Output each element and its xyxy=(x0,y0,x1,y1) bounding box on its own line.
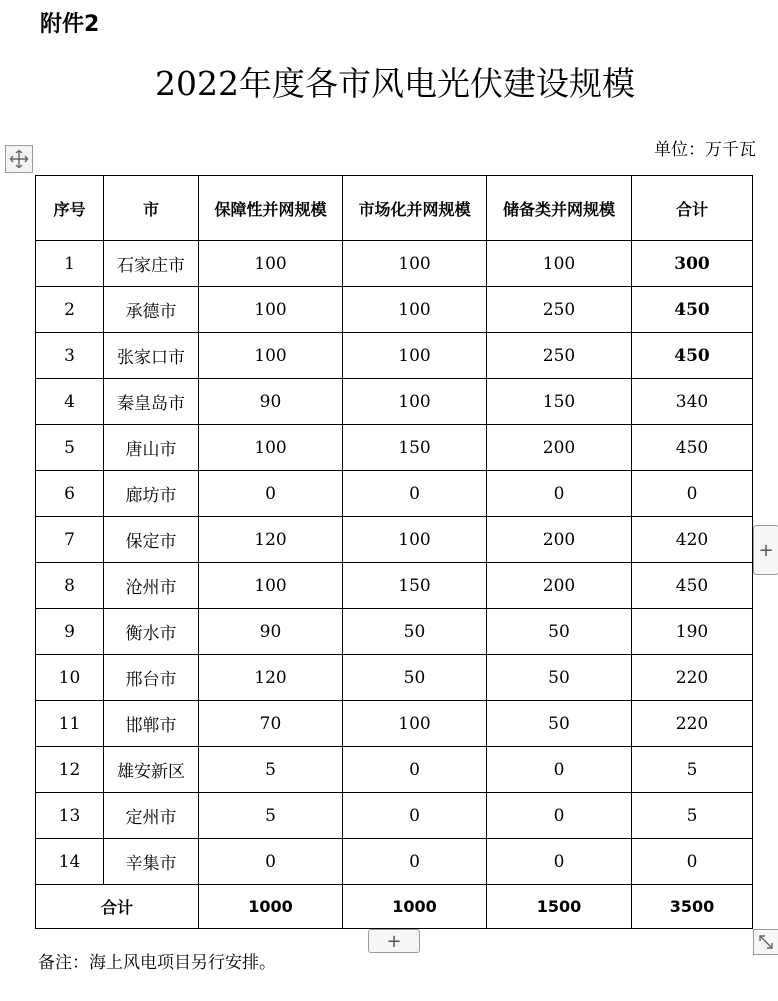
cell-city: 衡水市 xyxy=(104,609,199,655)
cell-reserve: 150 xyxy=(487,379,632,425)
cell-city: 沧州市 xyxy=(104,563,199,609)
cell-reserve: 250 xyxy=(487,333,632,379)
cell-reserve: 200 xyxy=(487,425,632,471)
document-title: 2022年度各市风电光伏建设规模 xyxy=(155,64,635,103)
resize-diagonal-icon xyxy=(757,933,775,951)
table-footer-row xyxy=(36,885,753,929)
cell-no: 14 xyxy=(36,839,104,885)
cell-market: 0 xyxy=(343,747,487,793)
cell-total: 340 xyxy=(632,379,753,425)
table-row xyxy=(36,333,753,379)
cell-market: 150 xyxy=(343,563,487,609)
cell-no: 1 xyxy=(36,241,104,287)
cell-city: 承德市 xyxy=(104,287,199,333)
cell-reserve: 0 xyxy=(487,747,632,793)
table-row xyxy=(36,701,753,747)
capacity-table xyxy=(35,175,753,929)
table-row xyxy=(36,471,753,517)
cell-market: 0 xyxy=(343,793,487,839)
cell-guarantee: 90 xyxy=(199,379,343,425)
table-row xyxy=(36,655,753,701)
table-resize-handle[interactable] xyxy=(753,929,778,955)
cell-guarantee: 100 xyxy=(199,563,343,609)
table-row xyxy=(36,241,753,287)
cell-guarantee: 100 xyxy=(199,241,343,287)
table-body xyxy=(36,241,753,885)
cell-reserve: 200 xyxy=(487,563,632,609)
cell-no: 11 xyxy=(36,701,104,747)
cell-total: 0 xyxy=(632,839,753,885)
cell-guarantee: 120 xyxy=(199,655,343,701)
cell-total: 300 xyxy=(632,241,753,287)
table-row xyxy=(36,425,753,471)
cell-guarantee: 90 xyxy=(199,609,343,655)
cell-market: 50 xyxy=(343,655,487,701)
cell-no: 3 xyxy=(36,333,104,379)
cell-total: 220 xyxy=(632,701,753,747)
footer-guarantee: 1000 xyxy=(199,885,343,929)
plus-icon: + xyxy=(758,539,774,561)
footer-market: 1000 xyxy=(343,885,487,929)
cell-reserve: 250 xyxy=(487,287,632,333)
cell-total: 190 xyxy=(632,609,753,655)
add-column-button[interactable] xyxy=(753,525,778,575)
cell-guarantee: 5 xyxy=(199,747,343,793)
header-total: 合计 xyxy=(632,176,753,241)
cell-guarantee: 70 xyxy=(199,701,343,747)
cell-market: 100 xyxy=(343,517,487,563)
cell-market: 100 xyxy=(343,287,487,333)
cell-guarantee: 100 xyxy=(199,287,343,333)
header-city: 市 xyxy=(104,176,199,241)
cell-total: 450 xyxy=(632,563,753,609)
table-header-row xyxy=(36,176,753,241)
cell-no: 5 xyxy=(36,425,104,471)
header-market: 市场化并网规模 xyxy=(343,176,487,241)
plus-icon: + xyxy=(386,930,402,952)
table-row xyxy=(36,563,753,609)
cell-market: 150 xyxy=(343,425,487,471)
cell-guarantee: 5 xyxy=(199,793,343,839)
cell-city: 张家口市 xyxy=(104,333,199,379)
cell-total: 450 xyxy=(632,425,753,471)
cell-no: 2 xyxy=(36,287,104,333)
cell-market: 100 xyxy=(343,379,487,425)
cell-reserve: 0 xyxy=(487,471,632,517)
cell-no: 7 xyxy=(36,517,104,563)
cell-city: 雄安新区 xyxy=(104,747,199,793)
cell-reserve: 0 xyxy=(487,793,632,839)
cell-total: 0 xyxy=(632,471,753,517)
table-row xyxy=(36,839,753,885)
cell-no: 10 xyxy=(36,655,104,701)
cell-city: 辛集市 xyxy=(104,839,199,885)
cell-reserve: 50 xyxy=(487,655,632,701)
cell-guarantee: 100 xyxy=(199,425,343,471)
cell-total: 450 xyxy=(632,287,753,333)
footer-label: 合计 xyxy=(36,885,199,929)
table-row xyxy=(36,609,753,655)
header-guarantee: 保障性并网规模 xyxy=(199,176,343,241)
cell-total: 5 xyxy=(632,747,753,793)
cell-no: 9 xyxy=(36,609,104,655)
cell-total: 5 xyxy=(632,793,753,839)
footnote: 备注：海上风电项目另行安排。 xyxy=(38,953,276,973)
cell-city: 廊坊市 xyxy=(104,471,199,517)
cell-city: 唐山市 xyxy=(104,425,199,471)
cell-reserve: 100 xyxy=(487,241,632,287)
cell-no: 8 xyxy=(36,563,104,609)
table-row xyxy=(36,287,753,333)
add-row-button[interactable] xyxy=(368,929,420,953)
table-row xyxy=(36,793,753,839)
cell-city: 秦皇岛市 xyxy=(104,379,199,425)
footer-total: 3500 xyxy=(632,885,753,929)
cell-reserve: 0 xyxy=(487,839,632,885)
cell-city: 石家庄市 xyxy=(104,241,199,287)
header-reserve: 储备类并网规模 xyxy=(487,176,632,241)
cell-total: 450 xyxy=(632,333,753,379)
cell-city: 定州市 xyxy=(104,793,199,839)
cell-city: 邢台市 xyxy=(104,655,199,701)
cell-market: 100 xyxy=(343,701,487,747)
cell-market: 0 xyxy=(343,839,487,885)
cell-reserve: 50 xyxy=(487,609,632,655)
table-move-handle[interactable] xyxy=(5,145,33,173)
footer-reserve: 1500 xyxy=(487,885,632,929)
attachment-label: 附件2 xyxy=(40,12,100,37)
table-row xyxy=(36,517,753,563)
cell-guarantee: 100 xyxy=(199,333,343,379)
cell-guarantee: 120 xyxy=(199,517,343,563)
cell-guarantee: 0 xyxy=(199,471,343,517)
cell-no: 6 xyxy=(36,471,104,517)
table-row xyxy=(36,747,753,793)
cell-reserve: 50 xyxy=(487,701,632,747)
cell-market: 50 xyxy=(343,609,487,655)
cell-total: 420 xyxy=(632,517,753,563)
cell-city: 邯郸市 xyxy=(104,701,199,747)
cell-market: 100 xyxy=(343,333,487,379)
cell-market: 0 xyxy=(343,471,487,517)
unit-label: 单位：万千瓦 xyxy=(654,140,756,160)
cell-market: 100 xyxy=(343,241,487,287)
cell-no: 13 xyxy=(36,793,104,839)
cell-no: 12 xyxy=(36,747,104,793)
cell-total: 220 xyxy=(632,655,753,701)
header-no: 序号 xyxy=(36,176,104,241)
cell-no: 4 xyxy=(36,379,104,425)
cell-reserve: 200 xyxy=(487,517,632,563)
cell-guarantee: 0 xyxy=(199,839,343,885)
cell-city: 保定市 xyxy=(104,517,199,563)
table-row xyxy=(36,379,753,425)
move-arrows-icon xyxy=(9,149,29,169)
